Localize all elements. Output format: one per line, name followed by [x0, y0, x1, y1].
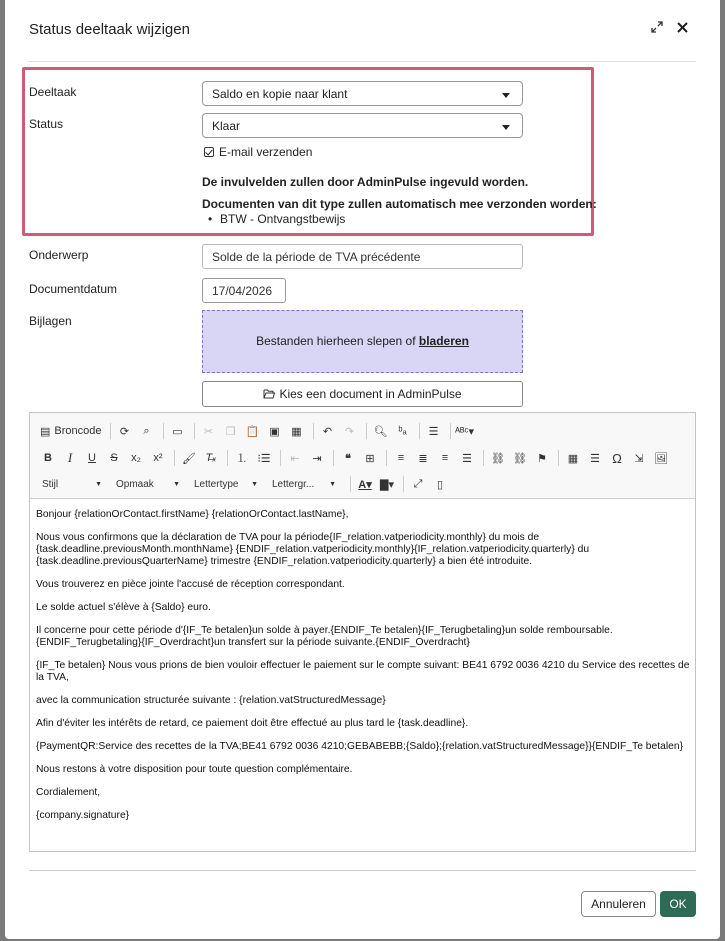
toolbar-separator — [366, 423, 367, 439]
bijlagen-label: Bijlagen — [29, 314, 72, 328]
text-color-icon[interactable]: A▾ — [358, 478, 372, 491]
editor-paragraph: {IF_Te betalen} Nous vous prions de bien vouloir effectuer le paiement sur le compte suivant: BE41 6792 0036 4210 du Service des recettes de la TVA, — [36, 660, 693, 683]
editor-paragraph: {company.signature} — [36, 810, 130, 821]
editor-paragraph: Afin d'éviter les intérêts de retard, ce paiement doit être effectué au plus tard le {task.deadline}. — [36, 718, 469, 729]
paste-word-icon[interactable]: ▦ — [291, 425, 302, 438]
blockquote-icon[interactable]: ❝ — [345, 452, 351, 465]
cut-icon[interactable]: ✂ — [203, 425, 214, 438]
toolbar-separator — [558, 450, 559, 466]
status-label: Status — [29, 117, 64, 131]
toolbar-separator — [163, 423, 164, 439]
size-combo[interactable] — [268, 474, 340, 494]
toolbar-row-2 — [38, 447, 673, 469]
style-combo-label: Stijl — [42, 478, 59, 490]
editor-paragraph: {PaymentQR:Service des recettes de la TVA;BE41 6792 0036 4210;GEBABEBB;{Saldo};{relation.vatStructuredMessage}}{ENDIF_Te betalen} — [36, 741, 684, 752]
checkbox-checked-icon[interactable] — [204, 147, 214, 157]
page-break-icon[interactable]: ⇲ — [634, 452, 644, 465]
header-divider — [29, 61, 696, 62]
spellcheck-icon[interactable]: ᴬᴮᶜ▾ — [455, 425, 474, 438]
editor-content[interactable] — [36, 509, 691, 833]
status-select[interactable] — [202, 113, 523, 138]
link-icon[interactable]: ⛓︎ — [491, 452, 505, 465]
font-combo[interactable] — [190, 474, 262, 494]
indent-icon[interactable]: ⇥ — [312, 452, 322, 465]
deeltaak-select[interactable] — [202, 81, 523, 106]
toolbar-separator — [419, 423, 420, 439]
footer-divider — [29, 870, 696, 871]
chevron-down-icon — [502, 125, 510, 130]
toolbar-separator — [194, 423, 195, 439]
save-template-icon[interactable]: ⟳ — [119, 425, 130, 438]
size-combo-label: Lettergr... — [272, 478, 315, 490]
copy-format-icon[interactable]: 🖌︎ — [182, 452, 196, 465]
strikethrough-icon[interactable]: S — [110, 452, 118, 464]
subscript-icon[interactable]: x₂ — [131, 452, 141, 464]
style-combo[interactable] — [38, 474, 106, 494]
div-container-icon[interactable]: ⊞ — [365, 452, 375, 465]
select-all-icon[interactable]: ☰ — [428, 425, 439, 438]
show-blocks-icon[interactable]: ▯ — [436, 478, 444, 491]
image-icon[interactable]: 🖼︎ — [654, 452, 668, 465]
redo-icon[interactable]: ↷ — [344, 425, 355, 438]
editor-paragraph: Nous restons à votre disposition pour toute question complémentaire. — [36, 764, 353, 775]
editor-toolbar — [30, 413, 695, 499]
remove-format-icon[interactable]: T̶ₓ — [205, 452, 217, 464]
ok-button[interactable]: OK — [660, 891, 696, 917]
find-icon[interactable]: 🔍︎ — [373, 425, 388, 438]
editor-paragraph: Vous trouverez en pièce jointe l'accusé de réception correspondant. — [36, 579, 345, 590]
italic-icon[interactable]: I — [67, 450, 73, 465]
toolbar-separator — [313, 423, 314, 439]
toolbar-separator — [333, 450, 334, 466]
editor-paragraph: Le solde actuel s'élève à {Saldo} euro. — [36, 602, 211, 613]
chevron-down-icon: ▼ — [95, 480, 102, 488]
cancel-button[interactable]: Annuleren — [581, 891, 656, 917]
rich-text-editor[interactable] — [29, 412, 696, 852]
toolbar-separator — [403, 476, 404, 492]
choose-document-label: Kies een document in AdminPulse — [279, 387, 462, 401]
deeltaak-label: Deeltaak — [29, 85, 77, 99]
superscript-icon[interactable]: x² — [153, 452, 163, 464]
onderwerp-input[interactable]: Solde de la période de TVA précédente — [202, 244, 523, 269]
source-icon: ▤ — [40, 425, 51, 438]
chevron-down-icon: ▼ — [173, 480, 180, 488]
toolbar-separator — [350, 476, 351, 492]
onderwerp-label: Onderwerp — [29, 248, 89, 262]
documentdatum-label: Documentdatum — [29, 282, 118, 296]
browse-link[interactable]: bladeren — [418, 334, 469, 348]
templates-icon[interactable]: ▭ — [172, 425, 183, 438]
table-icon[interactable]: ▦ — [567, 452, 579, 465]
align-justify-icon[interactable]: ☰ — [462, 452, 472, 465]
editor-paragraph: Nous vous confirmons que la déclaration de TVA pour la période{IF_relation.vatperiodicity.monthly} du mois de {task.deadline.previousMonth.monthName} {ENDIF_relation.vatperiodicity.monthly}{IF_relation.vatperiodicity.quarterly} du {task.deadline.previousQuarterName} trimestre {ENDIF_relation.vatperiodicity.quarterly} a bien été introduite. — [36, 532, 592, 567]
status-value: Klaar — [212, 119, 241, 133]
email-checkbox[interactable] — [204, 145, 312, 159]
choose-document-button[interactable] — [202, 381, 523, 407]
replace-icon[interactable]: ᵇₐ — [398, 425, 407, 437]
expand-icon[interactable] — [649, 20, 665, 36]
folder-open-icon — [263, 383, 275, 407]
chevron-down-icon — [502, 93, 510, 98]
outdent-icon[interactable]: ⇤ — [290, 452, 300, 465]
format-combo-label: Opmaak — [116, 478, 154, 490]
toolbar-separator — [227, 450, 228, 466]
toolbar-separator — [110, 423, 111, 439]
align-center-icon[interactable]: ≣ — [418, 452, 428, 465]
bold-icon[interactable]: B — [44, 452, 52, 464]
file-dropzone[interactable] — [202, 310, 523, 373]
horizontal-line-icon[interactable]: ☰ — [590, 452, 600, 465]
status-dialog — [5, 0, 720, 939]
editor-paragraph: Bonjour {relationOrContact.firstName} {relationOrContact.lastName}, — [36, 509, 349, 520]
toolbar-separator — [483, 450, 484, 466]
dropzone-text: Bestanden hierheen slepen of — [256, 334, 419, 348]
undo-icon[interactable]: ↶ — [322, 425, 333, 438]
editor-paragraph: Il concerne pour cette période d'{IF_Te betalen}un solde à payer.{ENDIF_Te betalen}{IF_Terugbetaling}un solde remboursable.{ENDIF_Terugbetaling}{IF_Overdracht}un transfert sur la période suivante.{ENDIF_Overdracht} — [36, 625, 613, 648]
autofill-notice: De invulvelden zullen door AdminPulse ingevuld worden. — [202, 175, 529, 189]
toolbar-separator — [386, 450, 387, 466]
auto-docs-notice: Documenten van dit type zullen automatisch mee verzonden worden: — [202, 197, 597, 211]
paste-icon[interactable]: 📋 — [245, 425, 260, 438]
dialog-title: Status deeltaak wijzigen — [29, 21, 190, 38]
chevron-down-icon: ▼ — [329, 480, 336, 488]
special-char-icon[interactable]: Ω — [612, 450, 622, 466]
editor-paragraph: Cordialement, — [36, 787, 101, 798]
chevron-down-icon: ▼ — [251, 480, 258, 488]
font-combo-label: Lettertype — [194, 478, 239, 490]
bg-color-icon[interactable]: ▇▾ — [380, 478, 394, 491]
align-left-icon[interactable]: ≡ — [397, 452, 405, 464]
dialog-header — [5, 0, 720, 62]
source-label: Broncode — [54, 425, 102, 437]
underline-icon[interactable]: U — [88, 452, 96, 464]
deeltaak-value: Saldo en kopie naar klant — [212, 87, 348, 101]
paste-text-icon[interactable]: ▣ — [269, 425, 280, 438]
toolbar-row-3 — [38, 473, 452, 495]
copy-icon[interactable]: ❐ — [225, 425, 236, 438]
auto-docs-item: • BTW - Ontvangstbewijs — [220, 212, 345, 226]
maximize-icon[interactable]: ⤢ — [413, 477, 423, 490]
numbered-list-icon[interactable]: ⒈ — [236, 453, 248, 465]
source-button[interactable] — [38, 421, 104, 441]
toolbar-separator — [174, 450, 175, 466]
align-right-icon[interactable]: ≡ — [441, 452, 449, 464]
email-checkbox-label: E-mail verzenden — [219, 145, 313, 159]
anchor-flag-icon[interactable]: ⚑ — [537, 452, 547, 465]
bulleted-list-icon[interactable]: ⁝☰ — [257, 452, 271, 465]
close-icon[interactable] — [674, 20, 690, 36]
unlink-icon[interactable]: ⛓︎ — [513, 452, 527, 465]
editor-paragraph: avec la communication structurée suivante : {relation.vatStructuredMessage} — [36, 695, 386, 706]
format-combo[interactable] — [112, 474, 184, 494]
toolbar-separator — [280, 450, 281, 466]
toolbar-row-1 — [38, 420, 477, 442]
preview-icon[interactable]: ⌕ — [143, 424, 150, 437]
documentdatum-input[interactable]: 17/04/2026 — [202, 278, 286, 303]
toolbar-separator — [450, 423, 451, 439]
